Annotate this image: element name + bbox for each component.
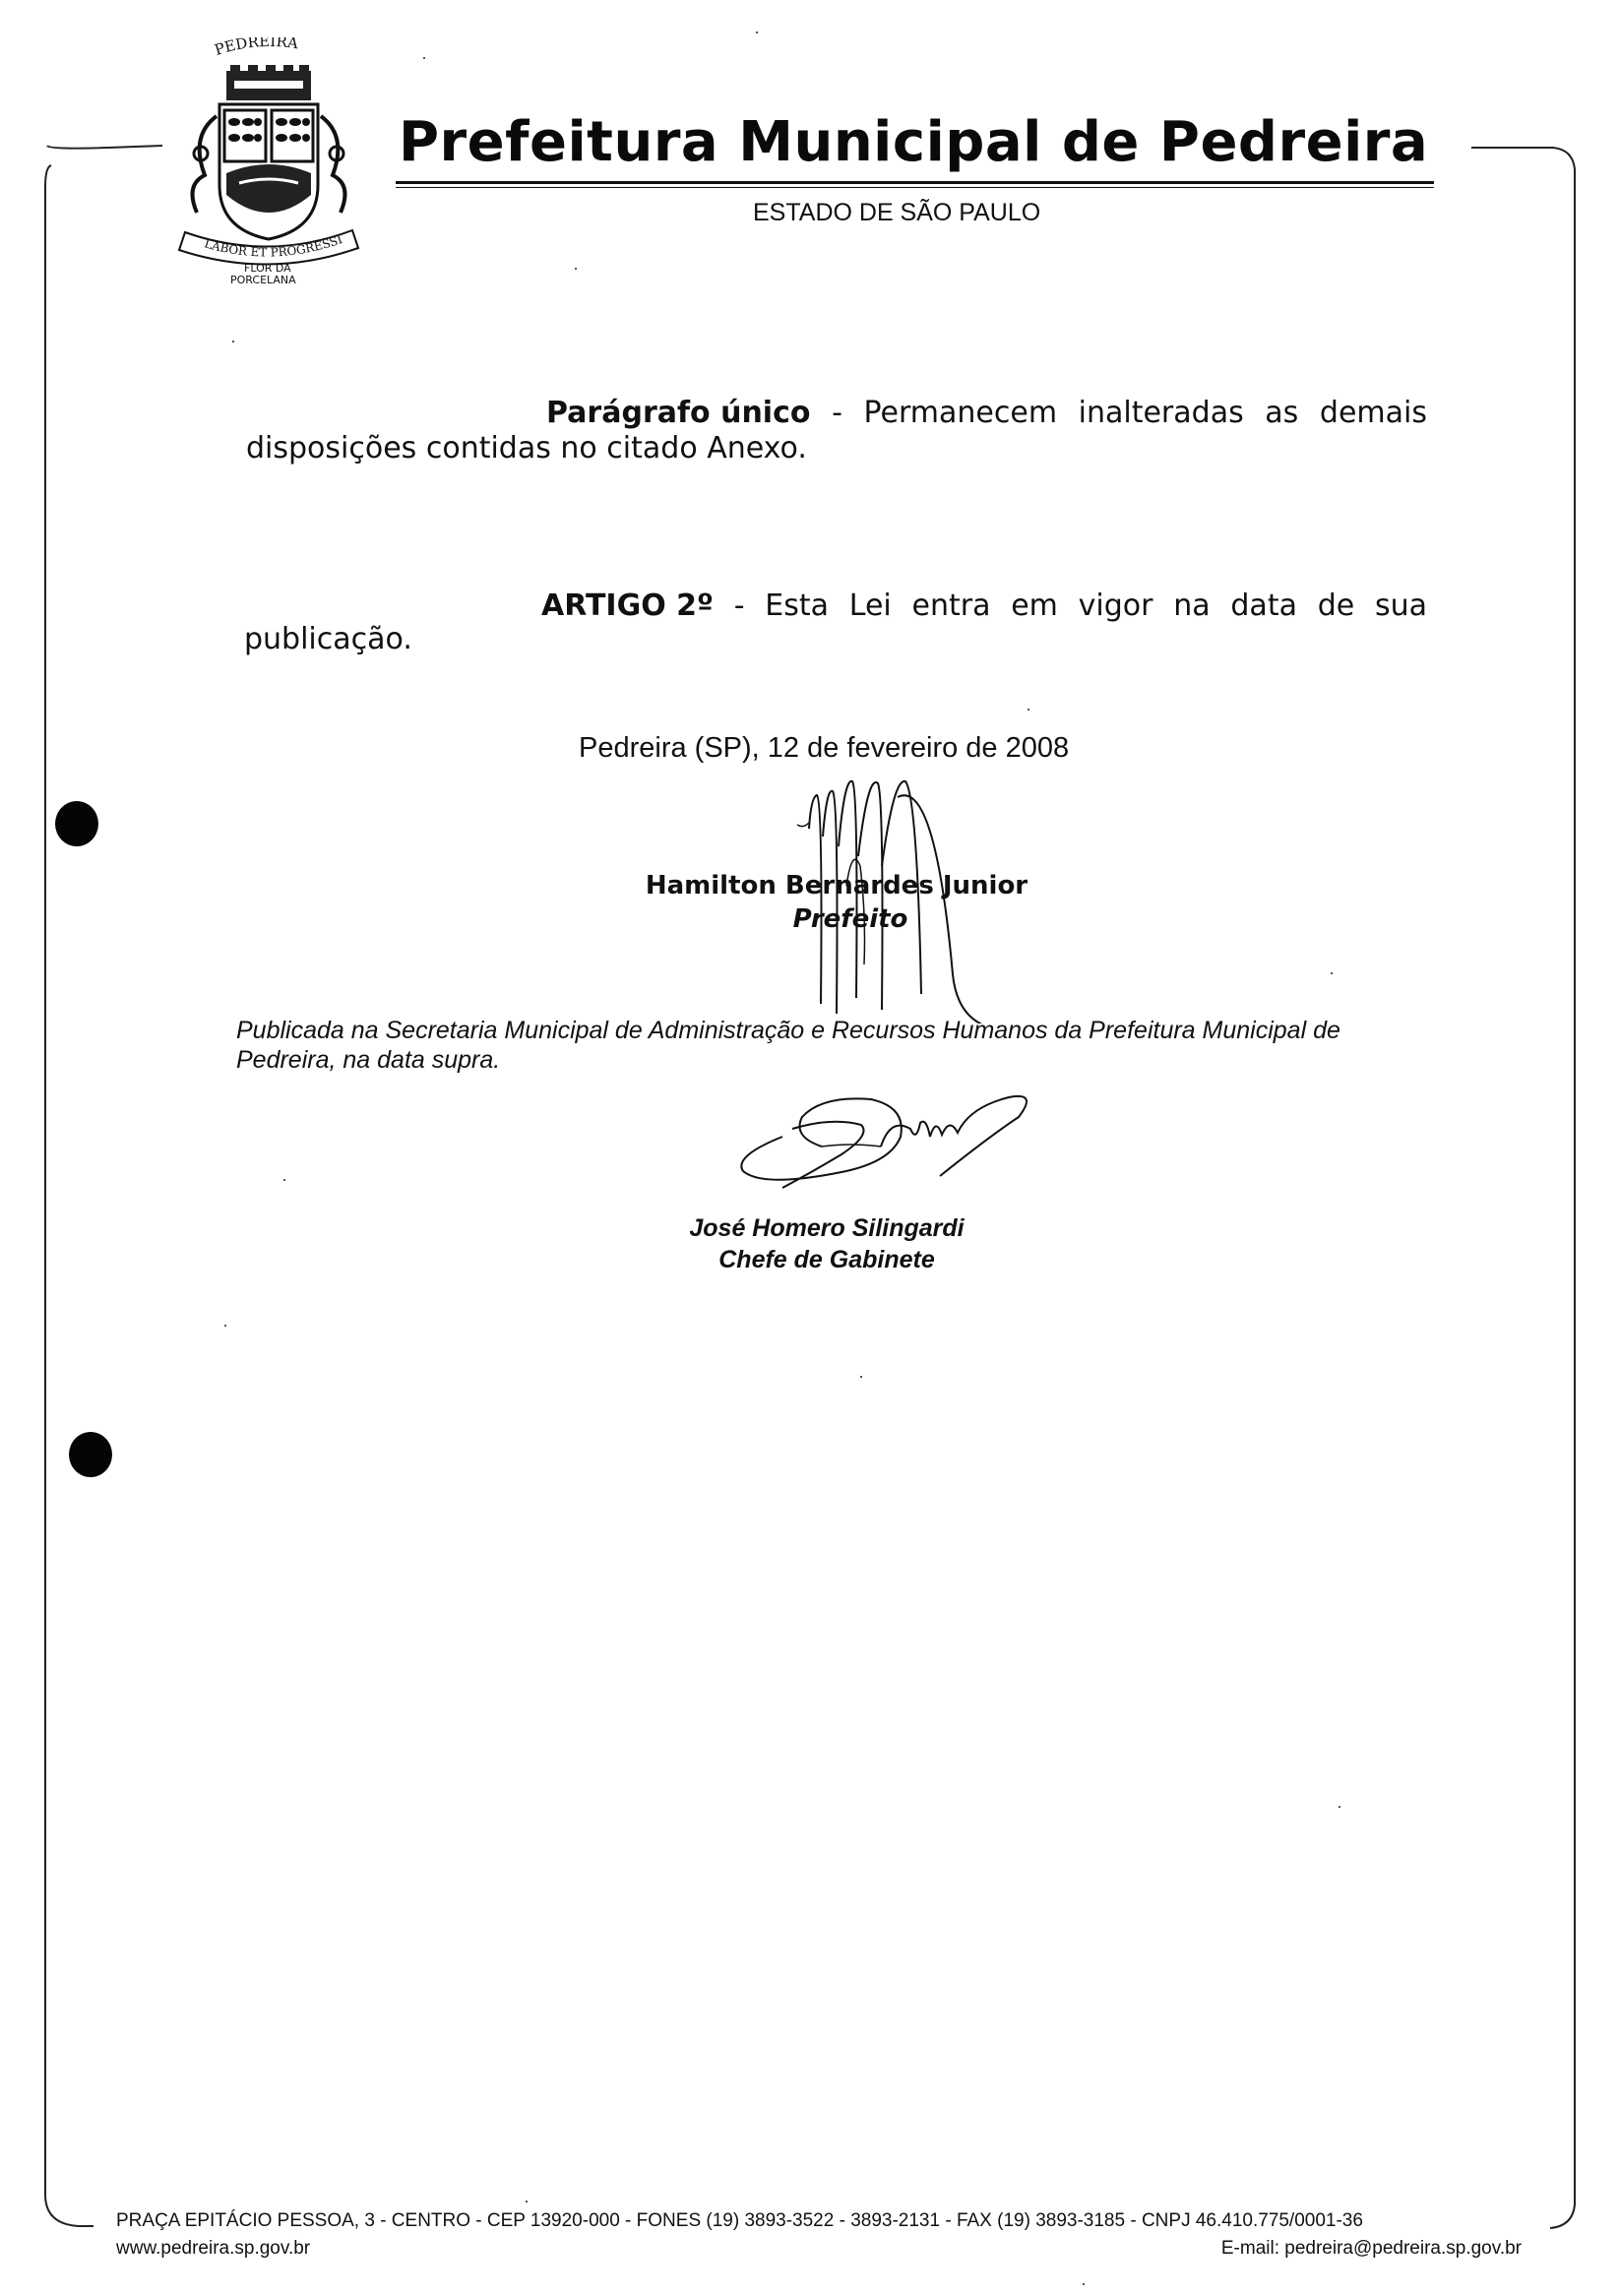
dash: - bbox=[733, 589, 745, 623]
word: na bbox=[1173, 589, 1211, 623]
state-subtitle: ESTADO DE SÃO PAULO bbox=[753, 199, 1041, 226]
publication-note: Publicada na Secretaria Municipal de Administração e Recursos Humanos da Prefeitura Municipal de Pedreira, na data supra. bbox=[236, 1017, 1340, 1074]
scan-speck bbox=[1339, 1806, 1340, 1808]
word: Permanecem bbox=[863, 396, 1058, 430]
scan-speck bbox=[1331, 972, 1333, 974]
scan-speck bbox=[526, 2201, 528, 2203]
svg-text:PEDREIRA: PEDREIRA bbox=[212, 37, 300, 59]
word: Lei bbox=[848, 589, 892, 623]
chief-name: José Homero Silingardi bbox=[689, 1214, 965, 1242]
scan-speck bbox=[575, 268, 577, 270]
word: vigor bbox=[1078, 589, 1153, 623]
scan-speck bbox=[1028, 709, 1029, 711]
mayor-name: Hamilton Bernardes Junior bbox=[645, 871, 1028, 900]
footer-address: PRAÇA EPITÁCIO PESSOA, 3 - CENTRO - CEP 13920-000 - FONES (19) 3893-3522 - 3893-2131 - FAX (19) 3893-3185 - CNPJ 46.410.775/0001-36 bbox=[116, 2210, 1363, 2231]
word: entra bbox=[911, 589, 991, 623]
footer-website: www.pedreira.sp.gov.br bbox=[116, 2238, 311, 2259]
date-line: Pedreira (SP), 12 de fevereiro de 2008 bbox=[579, 732, 1070, 764]
scan-speck bbox=[283, 1179, 285, 1181]
mayor-role: Prefeito bbox=[792, 904, 908, 934]
word: em bbox=[1011, 589, 1058, 623]
scan-speck bbox=[232, 341, 234, 342]
word: Esta bbox=[765, 589, 830, 623]
punch-hole bbox=[69, 1432, 112, 1477]
municipal-crest bbox=[165, 37, 372, 283]
footer-email: E-mail: pedreira@pedreira.sp.gov.br bbox=[1220, 2238, 1522, 2259]
chief-signature bbox=[723, 1078, 1058, 1206]
article-2 bbox=[244, 589, 1427, 657]
article-2-line1 bbox=[244, 589, 1427, 624]
svg-text:LABOR ET PROGRESSIO: LABOR ET PROGRESSI bbox=[203, 232, 344, 260]
paragraph-unico-line1 bbox=[246, 396, 1427, 431]
word: sua bbox=[1374, 589, 1427, 623]
scan-speck bbox=[860, 1376, 862, 1378]
scan-speck bbox=[224, 1325, 226, 1327]
word: demais bbox=[1319, 396, 1427, 430]
chief-block bbox=[630, 1212, 1024, 1275]
mayor-block bbox=[591, 869, 1083, 936]
title-underline bbox=[396, 181, 1434, 184]
dash: - bbox=[832, 396, 842, 430]
word: as bbox=[1265, 396, 1299, 430]
article-2-label: ARTIGO 2º bbox=[541, 589, 714, 623]
paragraph-unico bbox=[246, 396, 1427, 466]
article-2-line2: publicação. bbox=[244, 622, 412, 656]
svg-text:FLOR DA: FLOR DA bbox=[244, 262, 291, 275]
scan-speck bbox=[423, 57, 425, 59]
paragraph-unico-line2: disposições contidas no citado Anexo. bbox=[246, 431, 807, 465]
word: inalteradas bbox=[1078, 396, 1244, 430]
scan-speck bbox=[756, 31, 758, 33]
word: de bbox=[1317, 589, 1355, 623]
svg-text:PORCELANA: PORCELANA bbox=[230, 274, 296, 283]
title-underline-thin bbox=[396, 187, 1434, 188]
paragraph-unico-label: Parágrafo único bbox=[546, 396, 811, 430]
page-title: Prefeitura Municipal de Pedreira bbox=[399, 110, 1429, 174]
word: data bbox=[1230, 589, 1297, 623]
punch-hole bbox=[55, 801, 98, 846]
scan-speck bbox=[1083, 2283, 1085, 2285]
chief-role: Chefe de Gabinete bbox=[718, 1246, 935, 1273]
